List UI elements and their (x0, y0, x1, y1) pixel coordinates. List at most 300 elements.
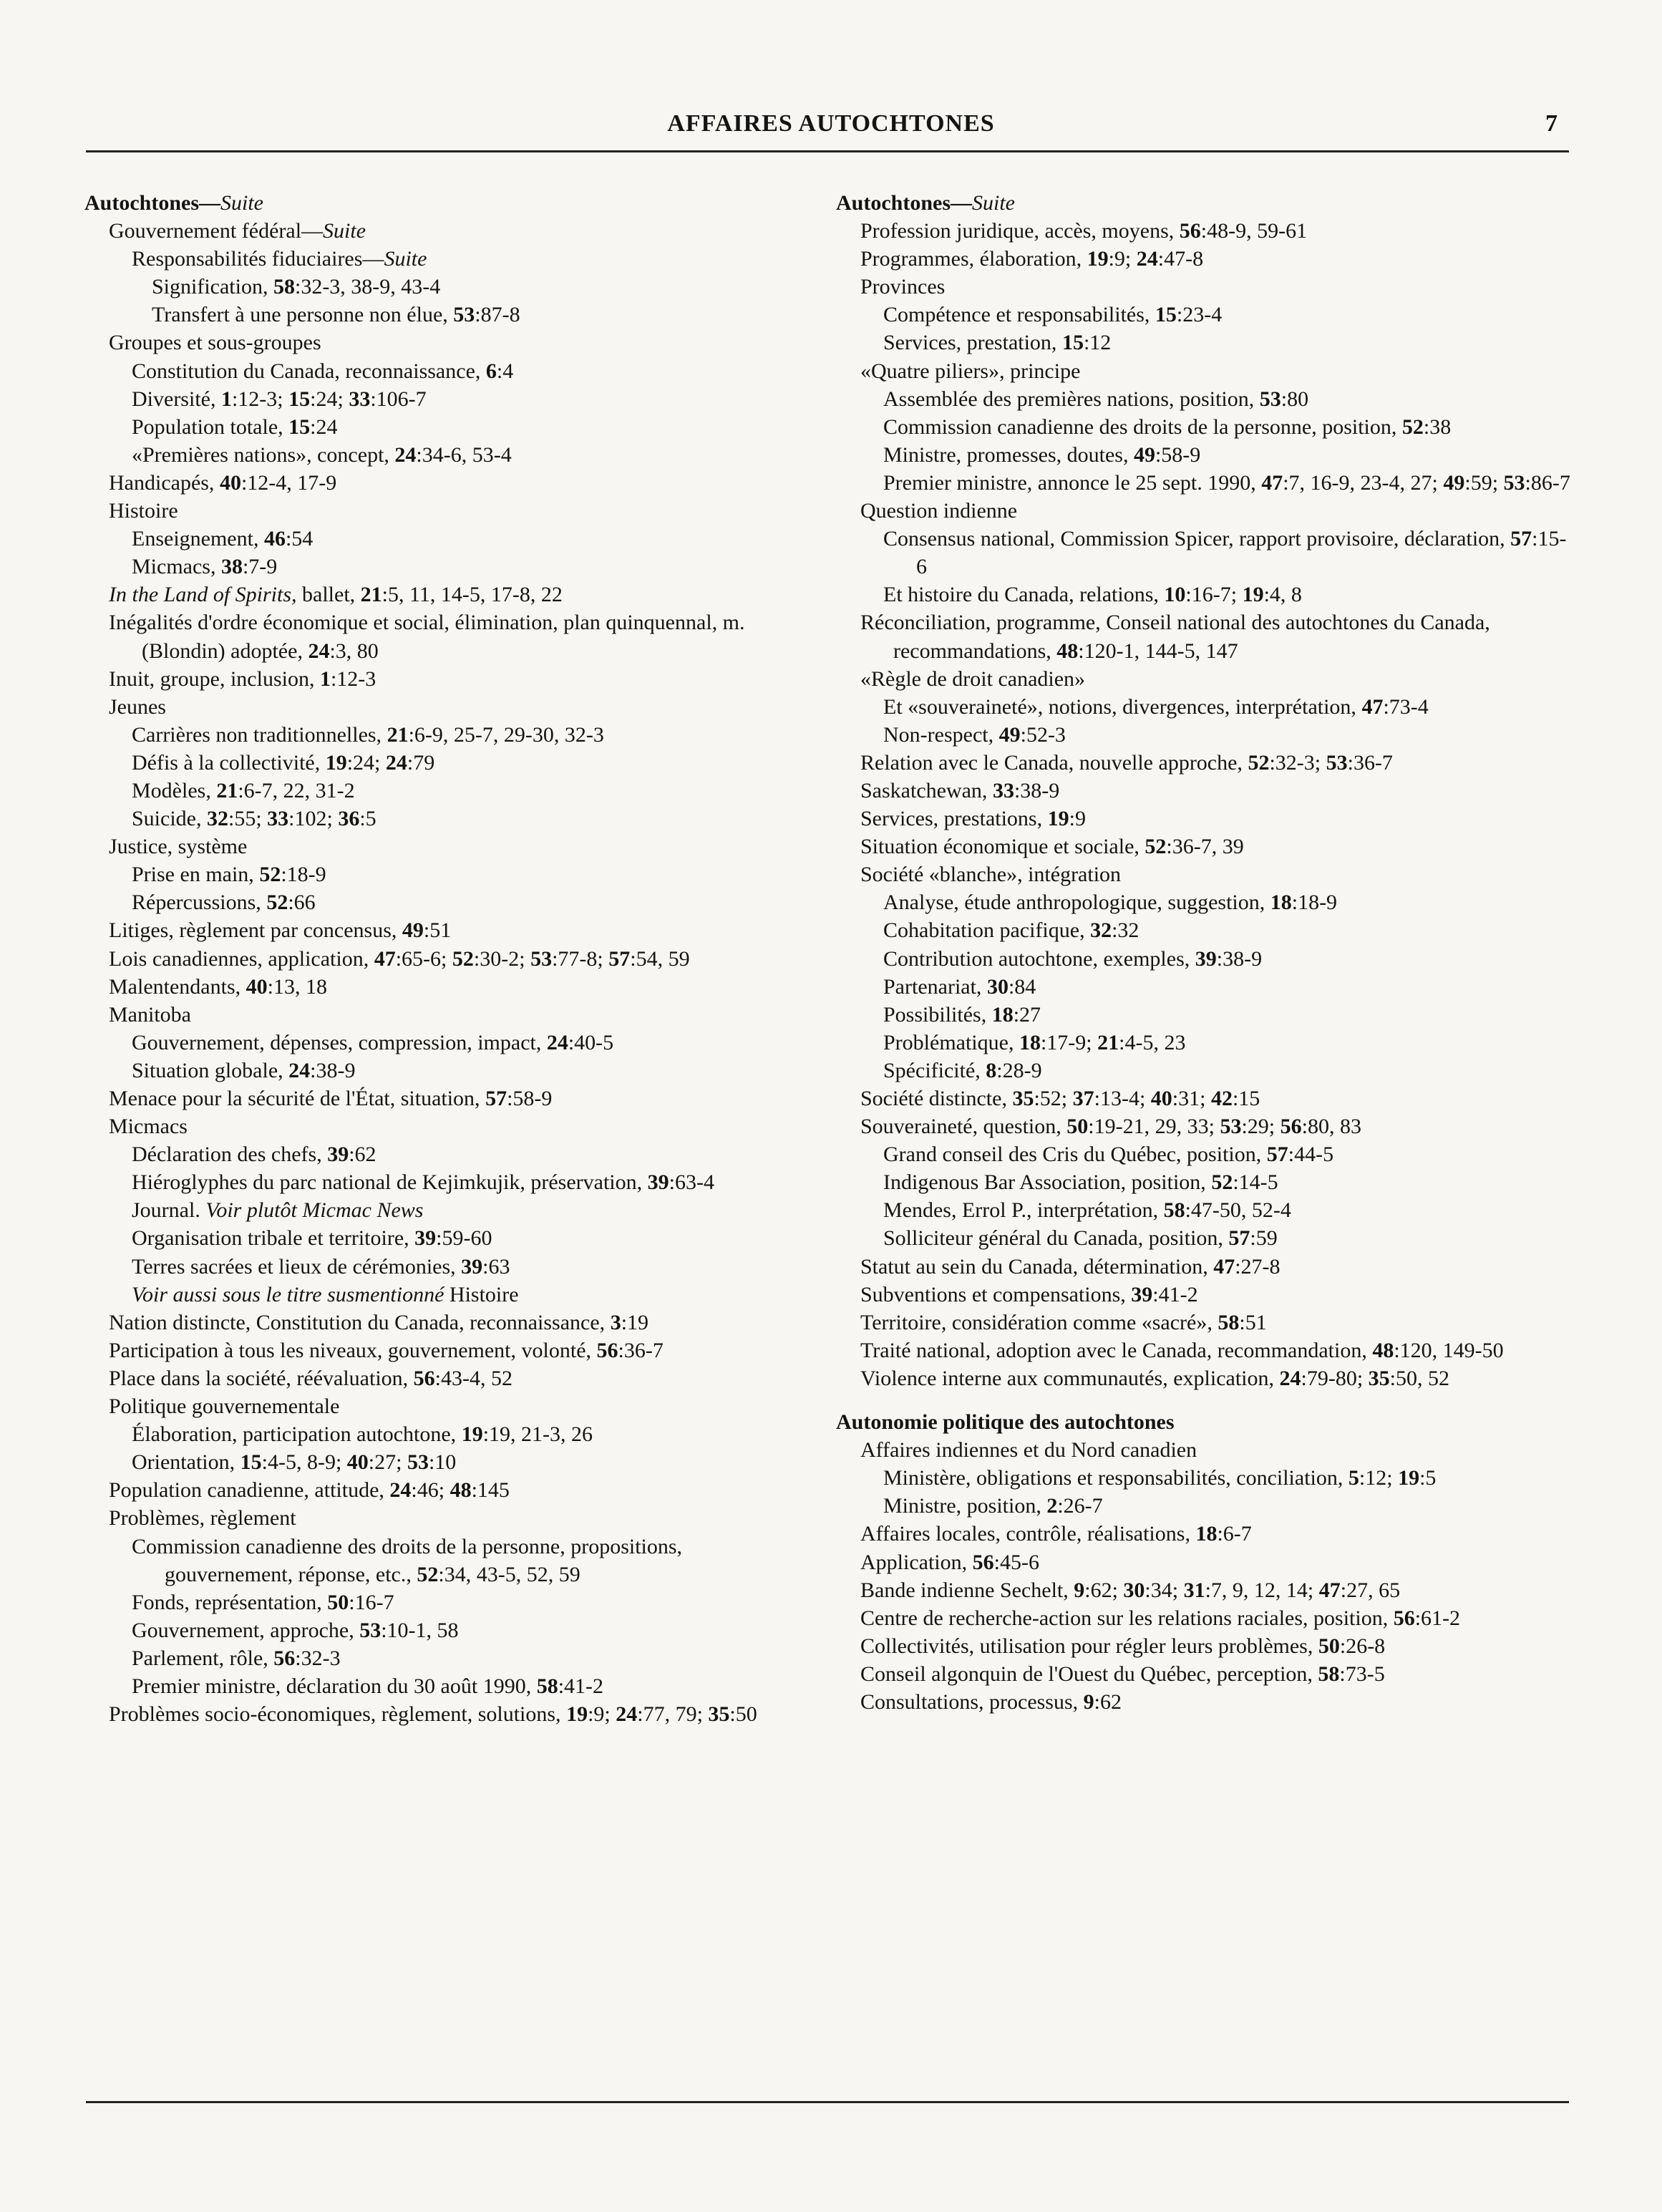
entry-text: Prise en main, (132, 863, 260, 887)
index-entry (836, 1085, 1573, 1112)
index-heading (836, 1408, 1573, 1436)
entry-text: :55; (228, 807, 268, 831)
entry-bold-text: Autonomie politique des autochtones (836, 1410, 1175, 1435)
entry-text: Partenariat, (883, 974, 987, 999)
index-entry (84, 916, 800, 944)
entry-bold-text: 58 (1218, 1310, 1240, 1334)
entry-bold-text: 19 (1047, 807, 1069, 831)
entry-text: :62 (349, 1143, 376, 1167)
index-entry (836, 217, 1573, 245)
index-entry (84, 245, 800, 273)
entry-text: :10 (428, 1450, 457, 1475)
entry-bold-text: 15 (1155, 303, 1177, 327)
entry-text: :3, 80 (329, 639, 379, 663)
index-entry (84, 860, 800, 888)
entry-text: :4-5, 23 (1119, 1030, 1186, 1054)
entry-text: «Quatre piliers», principe (860, 359, 1081, 383)
entry-text: Situation économique et sociale, (860, 835, 1145, 859)
entry-text: :51 (423, 918, 452, 943)
entry-text: :47-8 (1157, 247, 1204, 271)
page-number: 7 (1545, 110, 1557, 137)
entry-bold-text: 52 (417, 1562, 439, 1586)
entry-bold-text: 48 (449, 1478, 472, 1503)
entry-text: Réconciliation, programme, Conseil national des autochtones du Canada, recommandations, (860, 611, 1490, 663)
index-entry (84, 945, 800, 973)
index-entry (84, 721, 800, 749)
entry-text: Inégalités d'ordre économique et social, élimination, plan quinquennal, m. (Blondin) adoptée, (109, 611, 745, 663)
entry-bold-text: 21 (216, 778, 238, 802)
entry-bold-text: 39 (1131, 1282, 1153, 1306)
entry-bold-text: 48 (1056, 639, 1079, 663)
entry-text: :9; (1108, 247, 1137, 271)
entry-text: :5 (359, 807, 376, 831)
header-rule (86, 150, 1569, 152)
entry-text: :63-4 (669, 1170, 714, 1195)
entry-text: Suicide, (132, 807, 207, 831)
entry-text: Gouvernement fédéral— (109, 219, 324, 243)
entry-text: :19, 21-3, 26 (482, 1422, 593, 1447)
entry-text: :47-50, 52-4 (1185, 1198, 1291, 1223)
entry-text: :36-7 (618, 1338, 664, 1362)
section-gap (836, 1392, 1573, 1408)
entry-text: Population totale, (132, 414, 289, 439)
index-entry (836, 860, 1573, 888)
entry-text: :73-4 (1383, 694, 1429, 719)
entry-text: Mendes, Errol P., interprétation, (883, 1198, 1164, 1223)
entry-text: :23-4 (1176, 303, 1223, 327)
entry-text: :12; (1359, 1466, 1399, 1490)
index-entry (84, 1364, 800, 1392)
index-entry (836, 1309, 1573, 1337)
entry-bold-text: 56 (273, 1646, 296, 1670)
entry-bold-text: 53 (1259, 387, 1281, 411)
entry-text: :34-6, 53-4 (416, 442, 512, 467)
index-entry (84, 385, 800, 413)
index-entry (84, 1001, 800, 1029)
entry-text: Terres sacrées et lieux de cérémonies, (132, 1254, 462, 1279)
entry-text: :32 (1112, 918, 1139, 943)
entry-text: Carrières non traditionnelles, (132, 722, 387, 747)
entry-bold-text: 31 (1183, 1578, 1205, 1602)
entry-bold-text: 42 (1210, 1087, 1233, 1110)
entry-text: :102; (288, 807, 339, 831)
index-entry (84, 1057, 800, 1085)
entry-bold-text: 19 (1242, 583, 1264, 607)
entry-text: :36-7 (1347, 750, 1393, 775)
entry-text: Ministre, position, (883, 1494, 1047, 1518)
entry-text: :66 (288, 891, 316, 915)
entry-text: :145 (471, 1478, 510, 1503)
index-entry (84, 1168, 800, 1196)
entry-bold-text: 18 (1019, 1030, 1041, 1054)
entry-text: :32-3, 38-9, 43-4 (294, 275, 441, 299)
index-entry (84, 777, 800, 805)
footer-rule (86, 2101, 1569, 2103)
entry-text: Territoire, considération comme «sacré», (860, 1310, 1218, 1334)
entry-text: :13-4; (1094, 1087, 1151, 1110)
entry-text: :26-7 (1057, 1494, 1103, 1518)
index-entry (84, 581, 800, 608)
entry-text: :9 (1069, 807, 1086, 831)
entry-text: Diversité, (132, 387, 221, 411)
entry-text: :30-2; (473, 946, 531, 971)
entry-bold-text: 1 (220, 387, 232, 411)
entry-bold-text: 32 (1090, 918, 1112, 943)
index-entry (836, 1688, 1573, 1716)
index-entry (84, 1196, 800, 1224)
entry-text: :10-1, 58 (381, 1618, 459, 1642)
index-entry (84, 1140, 800, 1168)
index-entry (84, 1029, 800, 1057)
entry-text: :120, 149-50 (1394, 1338, 1504, 1362)
entry-bold-text: 36 (338, 807, 360, 831)
entry-text: Souveraineté, question, (860, 1115, 1067, 1139)
index-entry (836, 721, 1573, 749)
entry-text: :44-5 (1288, 1143, 1334, 1167)
index-heading (84, 189, 800, 217)
entry-text: Population canadienne, attitude, (109, 1478, 390, 1503)
index-entry (836, 1196, 1573, 1224)
entry-bold-text: 52 (452, 946, 474, 971)
entry-text: :52; (1034, 1087, 1073, 1110)
entry-text: :58-9 (1155, 442, 1201, 467)
entry-bold-text: 33 (267, 807, 289, 831)
entry-text: :80, 83 (1301, 1115, 1361, 1139)
entry-bold-text: 49 (1443, 470, 1465, 495)
entry-text: Organisation tribale et territoire, (132, 1226, 415, 1251)
entry-text: :7, 16-9, 23-4, 27; (1283, 470, 1444, 495)
entry-text: Groupes et sous-groupes (109, 331, 321, 355)
entry-text: Handicapés, (109, 470, 220, 495)
entry-text: :62 (1094, 1689, 1122, 1714)
index-entry (84, 1420, 800, 1448)
entry-text: :61-2 (1414, 1606, 1461, 1630)
entry-text: :50, 52 (1389, 1366, 1450, 1390)
entry-text: Défis à la collectivité, (132, 750, 326, 775)
entry-text: Jeunes (109, 694, 166, 719)
entry-text: :34, 43-5, 52, 59 (438, 1562, 580, 1586)
index-entry (836, 888, 1573, 916)
index-entry (836, 1604, 1573, 1632)
entry-text: :13, 18 (267, 974, 327, 999)
index-entry (836, 245, 1573, 273)
index-entry (84, 693, 800, 721)
entry-bold-text: 58 (1318, 1662, 1340, 1686)
entry-bold-text: 8 (986, 1058, 997, 1082)
entry-text: Ministère, obligations et responsabilités, conciliation, (883, 1466, 1348, 1490)
entry-bold-text: 52 (266, 891, 288, 915)
entry-bold-text: 15 (288, 387, 311, 411)
entry-text: Subventions et compensations, (860, 1282, 1132, 1306)
index-entry (84, 525, 800, 553)
index-entry (836, 1224, 1573, 1252)
index-entry (836, 329, 1573, 356)
entry-bold-text: 56 (1280, 1115, 1302, 1139)
entry-text: Histoire (444, 1282, 519, 1306)
entry-bold-text: 24 (288, 1058, 311, 1082)
entry-text: Consensus national, Commission Spicer, rapport provisoire, déclaration, (883, 527, 1511, 551)
index-entry (84, 1672, 800, 1700)
entry-text: Histoire (109, 499, 178, 523)
index-entry (836, 916, 1573, 944)
entry-text: :29; (1241, 1115, 1280, 1139)
index-entry (836, 1281, 1573, 1309)
entry-text: :19-21, 29, 33; (1088, 1115, 1220, 1139)
index-entry (84, 553, 800, 581)
entry-bold-text: 52 (1248, 750, 1270, 775)
entry-bold-text: 40 (219, 470, 241, 495)
entry-text: Manitoba (109, 1002, 191, 1027)
entry-bold-text: 50 (327, 1590, 349, 1614)
index-entry (84, 413, 800, 441)
entry-text: Services, prestation, (883, 331, 1062, 355)
entry-bold-text: 53 (453, 303, 475, 327)
entry-text: Responsabilités fiduciaires— (132, 247, 384, 271)
entry-bold-text: 40 (346, 1450, 369, 1475)
running-header-title: AFFAIRES AUTOCHTONES (667, 110, 995, 137)
entry-bold-text: 53 (530, 946, 553, 971)
entry-text: Commission canadienne des droits de la personne, position, (883, 414, 1402, 439)
entry-bold-text: 1 (319, 666, 331, 691)
index-entry (84, 1253, 800, 1281)
entry-text: Enseignement, (132, 527, 264, 551)
entry-text: Journal. (132, 1198, 206, 1223)
entry-bold-text: 15 (240, 1450, 262, 1475)
entry-text: :12-3 (330, 666, 376, 691)
entry-bold-text: 19 (325, 750, 347, 775)
entry-text: :54, 59 (630, 946, 690, 971)
entry-text: Gouvernement, dépenses, compression, impact, (132, 1030, 547, 1054)
entry-bold-text: 46 (263, 527, 286, 551)
entry-text: :27 (1013, 1002, 1041, 1027)
index-entry (836, 1029, 1573, 1057)
entry-text: Déclaration des chefs, (132, 1143, 328, 1167)
entry-bold-text: 30 (986, 974, 1009, 999)
entry-text: Hiéroglyphes du parc national de Kejimkujik, préservation, (132, 1170, 648, 1195)
index-entry (84, 833, 800, 860)
index-entry (836, 1112, 1573, 1140)
index-entry (84, 1533, 800, 1588)
entry-bold-text: 9 (1074, 1578, 1085, 1602)
entry-bold-text: 3 (610, 1310, 621, 1334)
index-entry (836, 1436, 1573, 1464)
entry-text: :79 (407, 750, 435, 775)
entry-text: Participation à tous les niveaux, gouvernement, volonté, (109, 1338, 597, 1362)
entry-text: :62; (1084, 1578, 1124, 1602)
entry-text: Constitution du Canada, reconnaissance, (132, 359, 486, 383)
entry-text: Possibilités, (883, 1002, 992, 1027)
entry-text: :27, 65 (1340, 1578, 1401, 1602)
entry-text: Ministre, promesses, doutes, (883, 442, 1134, 467)
entry-text: Spécificité, (883, 1058, 986, 1082)
entry-text: Répercussions, (132, 891, 267, 915)
index-entry (84, 441, 800, 469)
entry-text: Situation globale, (132, 1058, 289, 1082)
index-entry (836, 973, 1573, 1001)
entry-text: :77-8; (552, 946, 609, 971)
index-entry (836, 441, 1573, 469)
entry-bold-text: 39 (461, 1254, 483, 1279)
entry-text: :12 (1083, 331, 1112, 355)
entry-bold-text: 39 (1195, 946, 1217, 971)
entry-bold-text: 52 (1145, 835, 1167, 859)
entry-text: :5, 11, 14-5, 17-8, 22 (382, 583, 563, 607)
entry-text: :7-9 (242, 555, 278, 579)
entry-text: :48-9, 59-61 (1200, 219, 1308, 243)
entry-text: Menace pour la sécurité de l'État, situation, (109, 1087, 486, 1110)
index-entry (84, 1616, 800, 1644)
entry-bold-text: 50 (1066, 1115, 1089, 1139)
entry-text: :63 (482, 1254, 510, 1279)
entry-text: Compétence et responsabilités, (883, 303, 1155, 327)
index-entry (836, 945, 1573, 973)
entry-italic-text: Suite (384, 247, 427, 271)
entry-text: :12-3; (231, 387, 289, 411)
entry-text: :5 (1419, 1466, 1437, 1490)
entry-bold-text: 9 (1083, 1689, 1094, 1714)
index-entry (836, 1492, 1573, 1520)
entry-text: Contribution autochtone, exemples, (883, 946, 1195, 971)
entry-text: :32-3 (295, 1646, 341, 1670)
entry-italic-text: Voir aussi sous le titre susmentionné (132, 1282, 444, 1306)
index-entry (84, 1448, 800, 1476)
entry-bold-text: 30 (1123, 1578, 1145, 1602)
entry-bold-text: 53 (1503, 470, 1525, 495)
entry-text: :18-9 (281, 863, 326, 887)
entry-bold-text: 35 (708, 1702, 730, 1727)
entry-text: :73-5 (1339, 1662, 1385, 1686)
entry-text: Litiges, règlement par concensus, (109, 918, 402, 943)
entry-text: Nation distincte, Constitution du Canada, reconnaissance, (109, 1310, 611, 1334)
entry-text: Problématique, (883, 1030, 1019, 1054)
entry-text: :18-9 (1291, 891, 1338, 915)
entry-text: Gouvernement, approche, (132, 1618, 360, 1642)
entry-bold-text: 10 (1164, 583, 1186, 607)
entry-bold-text: 19 (1087, 247, 1109, 271)
index-entry (84, 497, 800, 525)
index-entry (836, 1364, 1573, 1392)
entry-bold-text: 39 (414, 1226, 437, 1251)
entry-bold-text: 53 (1220, 1115, 1242, 1139)
index-entry (84, 888, 800, 916)
entry-bold-text: 57 (1266, 1143, 1288, 1167)
entry-text: Application, (860, 1550, 973, 1574)
entry-italic-text: Suite (220, 191, 264, 215)
entry-bold-text: 57 (1228, 1226, 1250, 1251)
entry-bold-text: 19 (1398, 1466, 1420, 1490)
entry-bold-text: 15 (1061, 331, 1084, 355)
entry-text: :84 (1008, 974, 1036, 999)
entry-bold-text: Autochtones— (836, 191, 973, 215)
entry-text: Micmacs (109, 1115, 188, 1139)
index-entry (836, 1520, 1573, 1548)
entry-bold-text: 40 (246, 974, 268, 999)
entry-bold-text: 57 (485, 1087, 507, 1110)
entry-text: Non-respect, (883, 722, 999, 747)
entry-text: Fonds, représentation, (132, 1590, 328, 1614)
entry-text: :24 (310, 414, 338, 439)
index-entry (836, 1548, 1573, 1576)
entry-bold-text: 24 (394, 442, 417, 467)
entry-text: :15 (1232, 1087, 1260, 1110)
entry-text: Solliciteur général du Canada, position, (883, 1226, 1229, 1251)
entry-text: :54 (285, 527, 314, 551)
entry-text: Services, prestations, (860, 807, 1048, 831)
entry-text: :19 (621, 1310, 649, 1334)
entry-text: :6-7 (1217, 1522, 1252, 1546)
entry-bold-text: 18 (1270, 891, 1292, 915)
entry-bold-text: 19 (566, 1702, 588, 1727)
index-entry (836, 469, 1573, 497)
entry-bold-text: 49 (402, 918, 424, 943)
index-entry (84, 749, 800, 777)
entry-text: Conseil algonquin de l'Ouest du Québec, perception, (860, 1662, 1318, 1686)
index-entry (84, 1281, 800, 1309)
entry-text: :52-3 (1020, 722, 1066, 747)
entry-italic-text: Suite (972, 191, 1016, 215)
entry-bold-text: 6 (485, 359, 497, 383)
entry-italic-text: Voir plutôt Micmac News (205, 1198, 424, 1223)
entry-text: :16-7; (1185, 583, 1243, 607)
entry-bold-text: 47 (1361, 694, 1384, 719)
entry-text: :120-1, 144-5, 147 (1078, 639, 1238, 663)
entry-bold-text: 56 (1393, 1606, 1415, 1630)
entry-bold-text: 24 (308, 639, 330, 663)
entry-bold-text: 19 (461, 1422, 483, 1447)
entry-text: :50 (729, 1702, 757, 1727)
entry-text: :87-8 (475, 303, 520, 327)
index-entry (836, 749, 1573, 777)
entry-bold-text: 21 (360, 583, 382, 607)
entry-text: Modèles, (132, 778, 217, 802)
entry-bold-text: Autochtones— (84, 191, 221, 215)
index-entry (84, 329, 800, 356)
index-column-right (836, 189, 1573, 1716)
entry-text: Centre de recherche-action sur les relations raciales, position, (860, 1606, 1394, 1630)
entry-text: Provinces (860, 275, 946, 299)
index-entry (84, 1224, 800, 1252)
entry-text: :41-2 (558, 1674, 604, 1698)
index-entry (836, 1140, 1573, 1168)
entry-bold-text: 47 (1261, 470, 1283, 495)
entry-bold-text: 37 (1072, 1087, 1094, 1110)
index-entry (84, 301, 800, 329)
entry-text: :38 (1423, 414, 1452, 439)
entry-bold-text: 58 (536, 1674, 558, 1698)
entry-text: :6-9, 25-7, 29-30, 32-3 (408, 722, 604, 747)
index-entry (84, 1476, 800, 1504)
index-entry (84, 217, 800, 245)
index-entry (836, 413, 1573, 441)
index-entry (836, 777, 1573, 805)
entry-text: Place dans la société, réévaluation, (109, 1366, 414, 1390)
entry-text: Commission canadienne des droits de la personne, propositions, gouvernement, réponse, etc., (132, 1534, 683, 1586)
entry-text: Statut au sein du Canada, détermination, (860, 1254, 1214, 1279)
entry-bold-text: 52 (1401, 414, 1424, 439)
index-entry (836, 693, 1573, 721)
entry-bold-text: 57 (1510, 527, 1532, 551)
entry-text: Signification, (152, 275, 273, 299)
index-entry (836, 497, 1573, 525)
index-entry (836, 385, 1573, 413)
entry-bold-text: 47 (1213, 1254, 1235, 1279)
entry-bold-text: 56 (972, 1550, 994, 1574)
entry-text: :9; (588, 1702, 616, 1727)
index-entry (84, 805, 800, 833)
index-entry (84, 357, 800, 385)
index-entry (84, 469, 800, 497)
entry-text: Société «blanche», intégration (860, 863, 1122, 887)
